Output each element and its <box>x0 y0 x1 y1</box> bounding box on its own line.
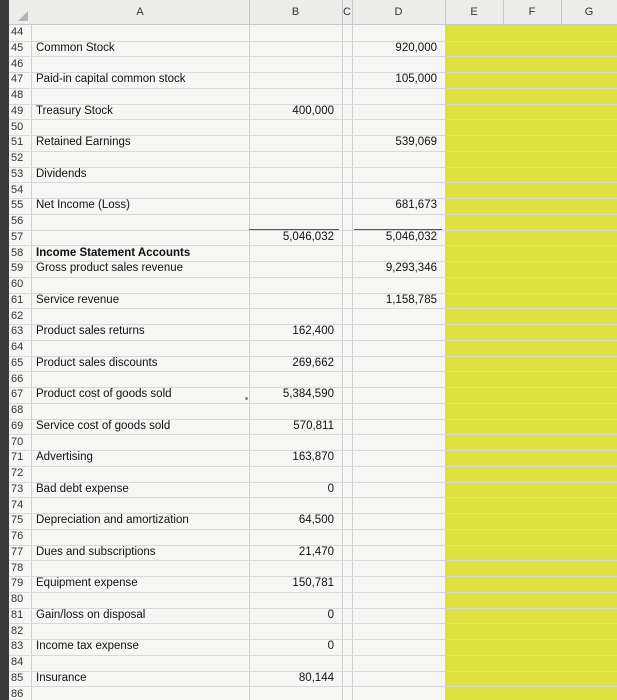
debit-cell[interactable]: 5,384,590 <box>282 388 334 401</box>
row-number[interactable]: 56 <box>11 215 24 227</box>
row-number[interactable]: 60 <box>11 278 24 290</box>
table-row[interactable] <box>9 498 617 515</box>
table-row[interactable] <box>9 324 617 341</box>
row-number[interactable]: 75 <box>11 514 24 527</box>
total-underline <box>354 229 442 230</box>
account-label-cell[interactable]: Product sales returns <box>36 325 145 338</box>
row-number[interactable]: 45 <box>11 41 24 54</box>
debit-cell[interactable]: 163,870 <box>292 451 334 464</box>
row-number[interactable]: 85 <box>11 671 24 684</box>
total-underline <box>249 229 339 230</box>
credit-cell[interactable]: 681,673 <box>395 199 437 212</box>
row-number[interactable]: 51 <box>11 136 24 149</box>
table-row[interactable] <box>9 608 617 625</box>
account-label-cell[interactable]: Equipment expense <box>36 577 138 590</box>
credit-cell[interactable]: 5,046,032 <box>385 230 437 243</box>
row-number[interactable]: 65 <box>11 356 24 369</box>
row-number[interactable]: 86 <box>11 687 24 700</box>
table-row[interactable] <box>9 356 617 373</box>
row-number[interactable]: 61 <box>11 293 24 306</box>
table-row[interactable] <box>9 529 617 546</box>
row-number[interactable]: 47 <box>11 73 24 86</box>
debit-cell[interactable]: 21,470 <box>298 545 334 558</box>
account-label-cell[interactable]: Paid-in capital common stock <box>36 73 186 86</box>
table-row[interactable] <box>9 120 617 137</box>
row-number[interactable]: 79 <box>11 577 24 590</box>
row-number[interactable]: 59 <box>11 262 24 275</box>
table-row[interactable] <box>9 466 617 483</box>
row-number[interactable]: 44 <box>11 26 24 38</box>
table-row[interactable] <box>9 624 617 641</box>
account-label-cell[interactable]: Dues and subscriptions <box>36 545 156 558</box>
row-number[interactable]: 57 <box>11 230 24 243</box>
table-row[interactable] <box>9 309 617 326</box>
account-label-cell[interactable]: Bad debt expense <box>36 482 129 495</box>
row-number[interactable]: 63 <box>11 325 24 338</box>
row-number[interactable]: 50 <box>11 120 24 133</box>
table-row[interactable] <box>9 561 617 578</box>
account-label-cell[interactable]: Common Stock <box>36 41 115 54</box>
table-row[interactable] <box>9 246 617 263</box>
table-row[interactable] <box>9 151 617 168</box>
table-row[interactable] <box>9 135 617 152</box>
cell-grid[interactable] <box>9 25 617 700</box>
table-row[interactable] <box>9 261 617 278</box>
row-number[interactable]: 80 <box>11 593 24 605</box>
spreadsheet <box>9 0 617 700</box>
table-row[interactable] <box>9 387 617 404</box>
debit-cell[interactable]: 150,781 <box>292 577 334 590</box>
row-number[interactable]: 52 <box>11 152 24 164</box>
row-number[interactable]: 83 <box>11 640 24 653</box>
row-number[interactable]: 69 <box>11 419 24 432</box>
account-label-cell[interactable]: Retained Earnings <box>36 136 131 149</box>
table-row[interactable] <box>9 419 617 436</box>
debit-cell[interactable]: 0 <box>327 640 334 653</box>
debit-cell[interactable]: 80,144 <box>298 671 334 684</box>
debit-cell[interactable]: 0 <box>327 608 334 621</box>
column-header-d[interactable]: D <box>352 0 446 24</box>
table-row[interactable] <box>9 545 617 562</box>
table-row[interactable] <box>9 57 617 74</box>
row-number[interactable]: 76 <box>11 530 24 542</box>
row-number[interactable]: 53 <box>11 167 24 180</box>
row-number[interactable]: 78 <box>11 561 24 574</box>
account-label-cell[interactable]: Product sales discounts <box>36 356 158 369</box>
column-header-b[interactable]: B <box>249 0 343 24</box>
table-row[interactable] <box>9 372 617 389</box>
debit-cell[interactable]: 5,046,032 <box>282 230 334 243</box>
debit-cell[interactable]: 570,811 <box>293 419 334 432</box>
row-number[interactable]: 71 <box>11 451 24 464</box>
row-number[interactable]: 55 <box>11 199 24 212</box>
table-row[interactable] <box>9 482 617 499</box>
table-row[interactable] <box>9 671 617 688</box>
table-row[interactable] <box>9 88 617 105</box>
table-row[interactable] <box>9 277 617 294</box>
table-row[interactable] <box>9 25 617 42</box>
column-header-f[interactable]: F <box>503 0 562 24</box>
table-row[interactable] <box>9 639 617 656</box>
debit-cell[interactable]: 0 <box>327 482 334 495</box>
account-label-cell[interactable]: Gain/loss on disposal <box>36 608 146 621</box>
account-label-cell[interactable]: Depreciation and amortization <box>36 514 189 527</box>
table-row[interactable] <box>9 230 617 247</box>
row-number[interactable]: 49 <box>11 104 24 117</box>
debit-cell[interactable]: 400,000 <box>292 104 334 117</box>
table-row[interactable] <box>9 104 617 121</box>
table-row[interactable] <box>9 576 617 593</box>
select-all-corner[interactable] <box>9 0 31 24</box>
debit-cell[interactable]: 162,400 <box>292 325 334 338</box>
account-label-cell[interactable]: Income Statement Accounts <box>36 246 191 259</box>
table-row[interactable] <box>9 167 617 184</box>
table-row[interactable] <box>9 403 617 420</box>
row-number[interactable]: 81 <box>11 608 24 621</box>
table-row[interactable] <box>9 687 617 700</box>
account-label-cell[interactable]: Treasury Stock <box>36 104 113 117</box>
account-label-cell[interactable]: Advertising <box>36 451 93 464</box>
table-row[interactable] <box>9 293 617 310</box>
row-number[interactable]: 67 <box>11 388 24 401</box>
table-row[interactable] <box>9 72 617 89</box>
row-number[interactable]: 54 <box>11 183 24 196</box>
row-number[interactable]: 72 <box>11 467 24 479</box>
credit-cell[interactable]: 1,158,785 <box>385 293 437 306</box>
table-row[interactable] <box>9 450 617 467</box>
column-header-a[interactable]: A <box>31 0 250 24</box>
row-number[interactable]: 70 <box>11 435 24 448</box>
column-header-c[interactable]: C <box>342 0 353 24</box>
account-label-cell[interactable]: Gross product sales revenue <box>36 262 184 275</box>
account-label-cell[interactable]: Net Income (Loss) <box>36 199 130 212</box>
debit-cell[interactable]: 64,500 <box>298 514 334 527</box>
column-header-e[interactable]: E <box>445 0 504 24</box>
credit-cell[interactable]: 105,000 <box>395 73 437 86</box>
row-number[interactable]: 58 <box>11 246 24 259</box>
table-row[interactable] <box>9 41 617 58</box>
account-label-cell[interactable]: Product cost of goods sold <box>36 388 172 401</box>
table-row[interactable] <box>9 513 617 530</box>
cell-marker-dot <box>245 397 248 400</box>
table-row[interactable] <box>9 655 617 672</box>
table-row[interactable] <box>9 198 617 215</box>
row-number[interactable]: 66 <box>11 372 24 385</box>
credit-cell[interactable]: 9,293,346 <box>385 262 437 275</box>
table-row[interactable] <box>9 592 617 609</box>
row-number[interactable]: 62 <box>11 309 24 322</box>
credit-cell[interactable]: 539,069 <box>395 136 437 149</box>
account-label-cell[interactable]: Income tax expense <box>36 640 139 653</box>
column-header-g[interactable]: G <box>584 6 594 18</box>
account-label-cell[interactable]: Service revenue <box>36 293 120 306</box>
table-row[interactable] <box>9 435 617 452</box>
row-number[interactable]: 84 <box>11 656 24 668</box>
row-number[interactable]: 48 <box>11 89 24 101</box>
row-number[interactable]: 74 <box>11 498 24 511</box>
table-row[interactable] <box>9 340 617 357</box>
column-header-bar <box>9 0 617 25</box>
debit-cell[interactable]: 269,662 <box>292 356 334 369</box>
row-number[interactable]: 64 <box>11 341 24 353</box>
row-number[interactable]: 46 <box>11 57 24 70</box>
row-number[interactable]: 82 <box>11 624 24 637</box>
row-number[interactable]: 73 <box>11 482 24 495</box>
account-label-cell[interactable]: Service cost of goods sold <box>36 419 171 432</box>
row-number[interactable]: 77 <box>11 545 24 558</box>
table-row[interactable] <box>9 183 617 200</box>
row-number[interactable]: 68 <box>11 404 24 416</box>
credit-cell[interactable]: 920,000 <box>395 41 437 54</box>
account-label-cell[interactable]: Dividends <box>36 167 87 180</box>
account-label-cell[interactable]: Insurance <box>36 671 87 684</box>
